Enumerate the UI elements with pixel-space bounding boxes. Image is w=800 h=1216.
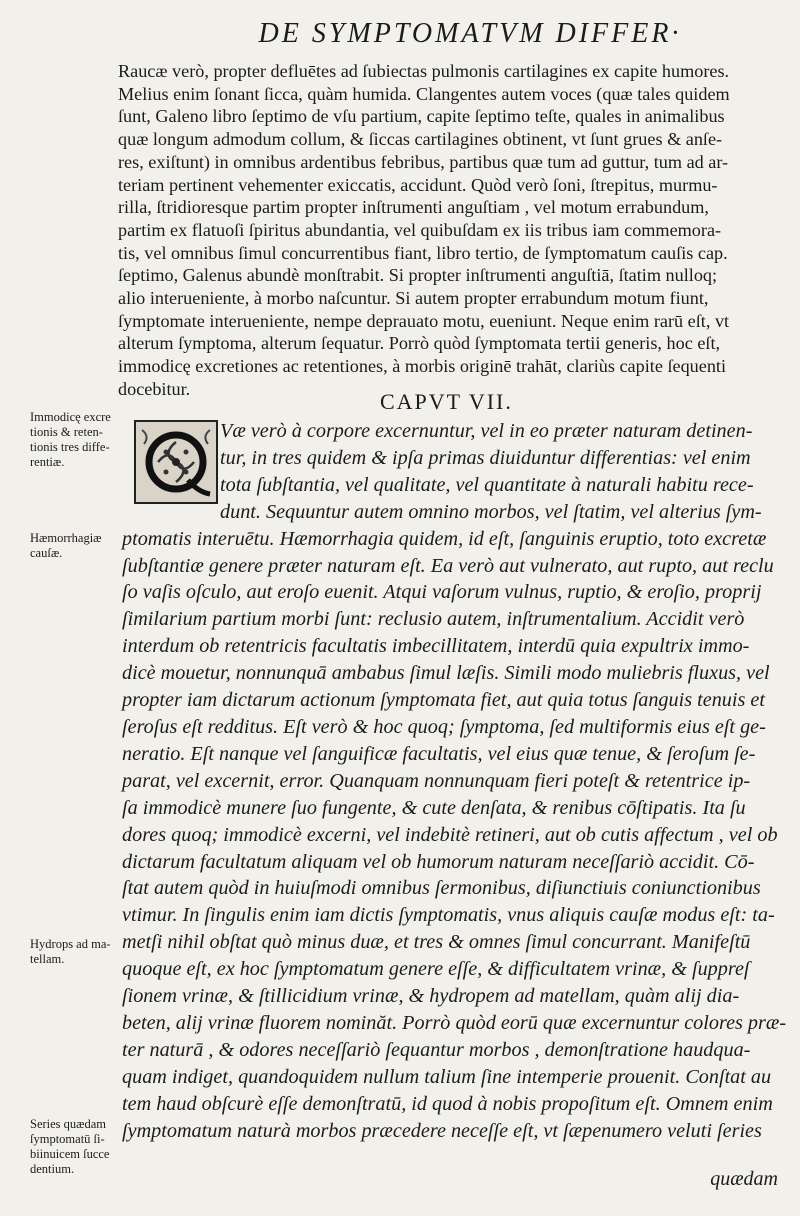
text-line: immodicę excretiones ac retentiones, à morbis originē trahāt, clariùs capite ſequenti — [118, 356, 727, 377]
text-line: ſimilarium partium morbi ſunt: reclusio autem, inſtrumentalium. Accidit verò — [122, 608, 745, 631]
text-line: ſunt, Galeno libro ſeptimo de vſu partium, capite ſeptimo teſte, quales in animalibus — [118, 106, 725, 127]
text-line: docebitur. — [118, 378, 191, 399]
margin-note-line: tionis tres diffe- — [30, 440, 110, 454]
text-line: vtimur. In ſingulis enim iam dictis ſymptomatis, vnus aliquis cauſæ modus eſt: ta- — [122, 904, 775, 927]
text-line: ſa immodicè munere ſuo fungente, & cute denſata, & renibus cōſtipatis. Ita ſu — [122, 796, 746, 819]
margin-note-line: biinuicem ſucce — [30, 1147, 110, 1161]
text-line: ſymptomatum naturà morbos præcedere neceſſe eſt, vt ſæpenumero veluti ſeries — [122, 1119, 762, 1142]
margin-note-line: tionis & reten- — [30, 425, 103, 439]
text-line: beten, alij vrinæ fluorem nominăt. Porrò quòd eorū quæ excernuntur colores præ- — [122, 1011, 787, 1034]
text-line: interdum ob retentricis facultatis imbecillitatem, interdū quia expultrix immo- — [122, 635, 750, 658]
chapter-body — [122, 418, 790, 1144]
text-line: tur, in tres quidem & ipſa primas diuiduntur differentias: vel enim — [220, 446, 751, 469]
text-line: ſo vaſis oſculo, aut eroſo euenit. Atqui vaſorum vulnus, ruptio, & eroſio, proprij — [122, 581, 762, 604]
text-line: teriam pertinent vehementer exiccatis, accidunt. Quòd verò ſoni, ſtrepitus, murmu- — [118, 174, 718, 195]
text-line: tota ſubſtantia, vel qualitate, vel quantitate à naturali habitu rece- — [220, 473, 754, 496]
margin-note-line: Immodicę excre — [30, 410, 111, 424]
text-line: tis, vel omnibus ſimul concurrentibus fiant, libro tertio, de ſymptomatum cauſis cap. — [118, 242, 728, 263]
margin-note-line: ſymptomatū ſi- — [30, 1132, 105, 1146]
margin-note-line: cauſæ. — [30, 546, 63, 560]
chapter-title: CAPVT VII. — [380, 389, 513, 414]
text-line: parat, vel excernit, error. Quanquam nonnunquam fieri poteſt & retentrice ip- — [122, 769, 751, 792]
text-line: dictarum facultatum aliquam vel ob humorum naturam neceſſariò accidit. Cō- — [122, 850, 755, 873]
text-line: dicè mouetur, nonnunquā ambabus ſimul læſis. Simili modo muliebris fluxus, vel — [122, 662, 770, 685]
running-head: DE SYMPTOMATVM DIFFER· — [258, 18, 682, 49]
text-line: Melius enim ſonant ſicca, quàm humida. Clangentes autem voces (quæ tales quidem — [118, 83, 730, 104]
text-line: res, exiſtunt) in omnibus ardentibus febribus, partibus quæ tum ad guttur, tum ad ar- — [118, 151, 729, 172]
text-line: Raucæ verò, propter defluētes ad ſubiectas pulmonis cartilagines ex capite humores. — [118, 61, 730, 81]
text-line: ptomatis interuētu. Hæmorrhagia quidem, id eſt, ſanguinis eruptio, toto excretæ — [122, 527, 767, 550]
text-line: partim ex flatuoſi ſpiritus abundantia, vel quibuſdam ex iis tribus iam commemora- — [118, 219, 722, 240]
catchword: quædam — [710, 1168, 778, 1190]
text-line: ſionem vrinæ, & ſtillicidium vrinæ, & hydropem ad matellam, quàm alij dia- — [122, 985, 740, 1008]
text-line: quam indiget, quandoquidem nullum talium ſine intemperie prouenit. Conſtat au — [122, 1065, 772, 1088]
text-line: ſeptimo, Galenus abundè monſtrabit. Si propter inſtrumenti anguſtiā, ſtatim nulloq; — [118, 265, 718, 286]
margin-note-line: Hydrops ad ma- — [30, 937, 111, 951]
text-line: rilla, ſtridioresque partim propter inſtrumenti anguſtiam , vel motum errabundum, — [118, 197, 709, 218]
text-line: ſeroſus eſt redditus. Eſt verò & hoc quoq; ſymptoma, ſed multiformis eius eſt ge- — [122, 715, 766, 738]
text-line: dores quoq; immodicè excerni, vel indebitè retineri, aut ob cutis affectum , vel ob — [122, 823, 778, 846]
margin-note-series — [30, 1117, 122, 1177]
text-line: dunt. Sequuntur autem omnino morbos, vel ſtatim, vel alterius ſym- — [220, 500, 762, 523]
text-line: alio interueniente, à morbo naſcuntur. Si autem propter errabundum motum fiunt, — [118, 288, 709, 309]
text-line: ſymptomate interueniente, nempe deprauato motu, eueniunt. Neque enim rarū eſt, vt — [118, 310, 730, 331]
text-line: neratio. Eſt nanque vel ſanguificæ facultatis, vel eius quæ tenue, & ſeroſum ſe- — [122, 742, 756, 765]
margin-note-line: Series quædam — [30, 1117, 107, 1131]
text-line: tem haud obſcurè eſſe demonſtratū, id quod à nobis propoſitum eſt. Omnem enim — [122, 1092, 773, 1115]
text-line: ſubſtantiæ genere præter naturam eſt. Ea verò aut vulnerato, aut rupto, aut reclu — [122, 554, 774, 577]
margin-note-haemorrhagia — [30, 531, 122, 561]
text-line: Væ verò à corpore excernuntur, vel in eo præter naturam detinen- — [220, 420, 753, 442]
text-line: ſtat autem quòd in huiuſmodi omnibus ſermonibus, diſiunctiuis coniunctionibus — [122, 877, 761, 900]
text-line: ter naturā , & odores neceſſariò ſequantur morbos , demonſtratione haudqua- — [122, 1038, 751, 1061]
text-line: quoque eſt, ex hoc ſymptomatum genere eſſe, & difficultatem vrinæ, & ſuppreſ — [122, 958, 750, 981]
text-line: metſi nihil obſtat quò minus duæ, et tres & omnes ſimul concurrant. Manifeſtū — [122, 931, 751, 954]
margin-note-line: rentiæ. — [30, 455, 65, 469]
text-line: propter iam dictarum actionum ſymptomata fiet, aut quia totus ſanguis tenuis et — [122, 689, 765, 712]
margin-note-excretions — [30, 410, 122, 470]
margin-note-line: Hæmorrhagiæ — [30, 531, 102, 545]
margin-note-hydrops — [30, 937, 122, 967]
opening-paragraph — [118, 60, 790, 401]
margin-note-line: dentium. — [30, 1162, 75, 1176]
text-line: alterum ſymptoma, alterum ſequatur. Porrò quòd ſymptomata tertii generis, hoc eſt, — [118, 333, 721, 354]
text-line: quæ longum admodum collum, & ſiccas cartilagines obtinent, vt ſunt grues & anſe- — [118, 129, 723, 150]
margin-note-line: tellam. — [30, 952, 65, 966]
